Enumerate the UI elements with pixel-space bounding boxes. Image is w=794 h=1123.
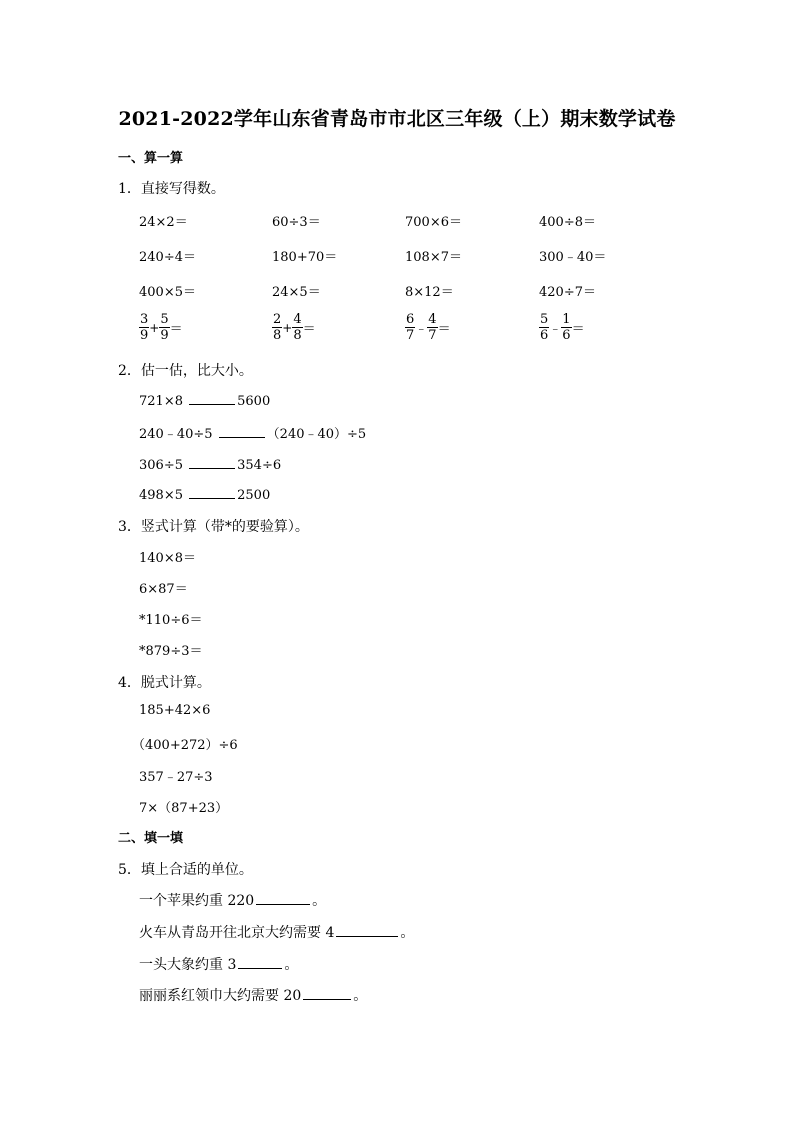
q2-item-1: [139, 423, 366, 442]
left-expr: 721×8: [139, 394, 183, 409]
item-text: 一个苹果约重 220: [139, 893, 255, 909]
numerator: 3: [140, 312, 149, 327]
q1-r2-c3: 420÷7＝: [539, 285, 596, 300]
right-expr: 354÷6: [237, 458, 282, 473]
denominator: 6: [540, 328, 549, 343]
q1-fraction-0: [139, 312, 183, 343]
denominator: 7: [428, 328, 437, 343]
operator: +: [282, 320, 293, 335]
q5-item-3: [139, 985, 367, 1005]
section-heading-1: 一、算一算: [118, 151, 184, 166]
q4-item-0: 185+42×6: [139, 703, 211, 718]
answer-blank[interactable]: [219, 424, 265, 438]
q3-item-2: *110÷6＝: [139, 613, 203, 628]
q1-r1-c0: 240÷4＝: [139, 250, 196, 265]
fraction-b: [561, 312, 571, 343]
fraction-a: [405, 312, 415, 343]
right-expr: （240﹣40）÷5: [266, 427, 367, 442]
numerator: 2: [273, 312, 282, 327]
q1-fraction-3: [539, 312, 585, 343]
question-1-label: 1．直接写得数。: [118, 181, 225, 197]
item-end: 。: [312, 893, 327, 909]
q1-r1-c3: 300﹣40＝: [539, 250, 607, 265]
denominator: 7: [406, 328, 415, 343]
q1-r0-c3: 400÷8＝: [539, 215, 596, 230]
equals: ＝: [302, 322, 316, 337]
denominator: 8: [293, 328, 302, 343]
operator: ﹣: [549, 321, 562, 335]
fraction-a: [139, 312, 149, 343]
numerator: 5: [540, 312, 549, 327]
q3-item-0: 140×8＝: [139, 551, 196, 566]
q2-item-3: [139, 485, 270, 503]
equals: ＝: [169, 322, 183, 337]
q1-r1-c2: 108×7＝: [405, 250, 462, 265]
equals: ＝: [571, 322, 585, 337]
q1-fraction-2: [405, 312, 451, 343]
numerator: 4: [428, 312, 437, 327]
question-2-label: 2．估一估，比大小。: [118, 363, 253, 379]
q1-r2-c0: 400×5＝: [139, 285, 196, 300]
q4-item-2: 357﹣27÷3: [139, 770, 213, 785]
q1-r2-c1: 24×5＝: [272, 285, 321, 300]
fraction-b: [427, 312, 437, 343]
q5-item-0: [139, 890, 326, 910]
equals: ＝: [437, 322, 451, 337]
q1-r0-c0: 24×2＝: [139, 215, 188, 230]
operator: ﹣: [415, 321, 428, 335]
item-end: 。: [353, 988, 368, 1004]
denominator: 9: [160, 328, 169, 343]
item-text: 丽丽系红领巾大约需要 20: [139, 988, 302, 1004]
question-4-label: 4．脱式计算。: [118, 675, 211, 691]
answer-blank[interactable]: [189, 391, 235, 405]
item-end: 。: [400, 925, 415, 941]
q5-item-2: [139, 954, 298, 974]
numerator: 6: [406, 312, 415, 327]
numerator: 1: [562, 312, 571, 327]
q4-item-1: （400+272）÷6: [132, 738, 238, 753]
denominator: 6: [562, 328, 571, 343]
left-expr: 498×5: [139, 488, 183, 503]
denominator: 9: [140, 328, 149, 343]
answer-blank[interactable]: [189, 485, 235, 499]
answer-blank[interactable]: [303, 986, 351, 1000]
question-3-label: 3．竖式计算（带*的要验算）。: [118, 519, 309, 535]
q4-item-3: 7×（87+23）: [139, 801, 229, 816]
right-expr: 5600: [237, 394, 271, 409]
fraction-b: [159, 312, 169, 343]
operator: +: [149, 320, 160, 335]
answer-blank[interactable]: [189, 455, 235, 469]
left-expr: 240﹣40÷5: [139, 427, 213, 442]
fraction-a: [539, 312, 549, 343]
q3-item-1: 6×87＝: [139, 582, 188, 597]
answer-blank[interactable]: [336, 923, 398, 937]
q1-r0-c1: 60÷3＝: [272, 215, 321, 230]
q1-fraction-1: [272, 312, 316, 343]
numerator: 5: [160, 312, 169, 327]
answer-blank[interactable]: [256, 891, 310, 905]
item-end: 。: [284, 957, 299, 973]
fraction-a: [272, 312, 282, 343]
item-text: 一头大象约重 3: [139, 957, 237, 973]
answer-blank[interactable]: [238, 955, 282, 969]
numerator: 4: [293, 312, 302, 327]
q2-item-0: [139, 391, 270, 409]
q5-item-1: [139, 922, 414, 942]
q1-r2-c2: 8×12＝: [405, 285, 454, 300]
q1-r0-c2: 700×6＝: [405, 215, 462, 230]
q1-r1-c1: 180+70＝: [272, 250, 338, 265]
page-title: 2021-2022学年山东省青岛市市北区三年级（上）期末数学试卷: [118, 108, 676, 130]
section-heading-2: 二、填一填: [118, 831, 184, 846]
question-5-label: 5．填上合适的单位。: [118, 862, 253, 878]
denominator: 8: [273, 328, 282, 343]
right-expr: 2500: [237, 488, 271, 503]
left-expr: 306÷5: [139, 458, 183, 473]
fraction-b: [292, 312, 302, 343]
q2-item-2: [139, 455, 281, 473]
item-text: 火车从青岛开往北京大约需要 4: [139, 925, 335, 941]
q3-item-3: *879÷3＝: [139, 644, 203, 659]
